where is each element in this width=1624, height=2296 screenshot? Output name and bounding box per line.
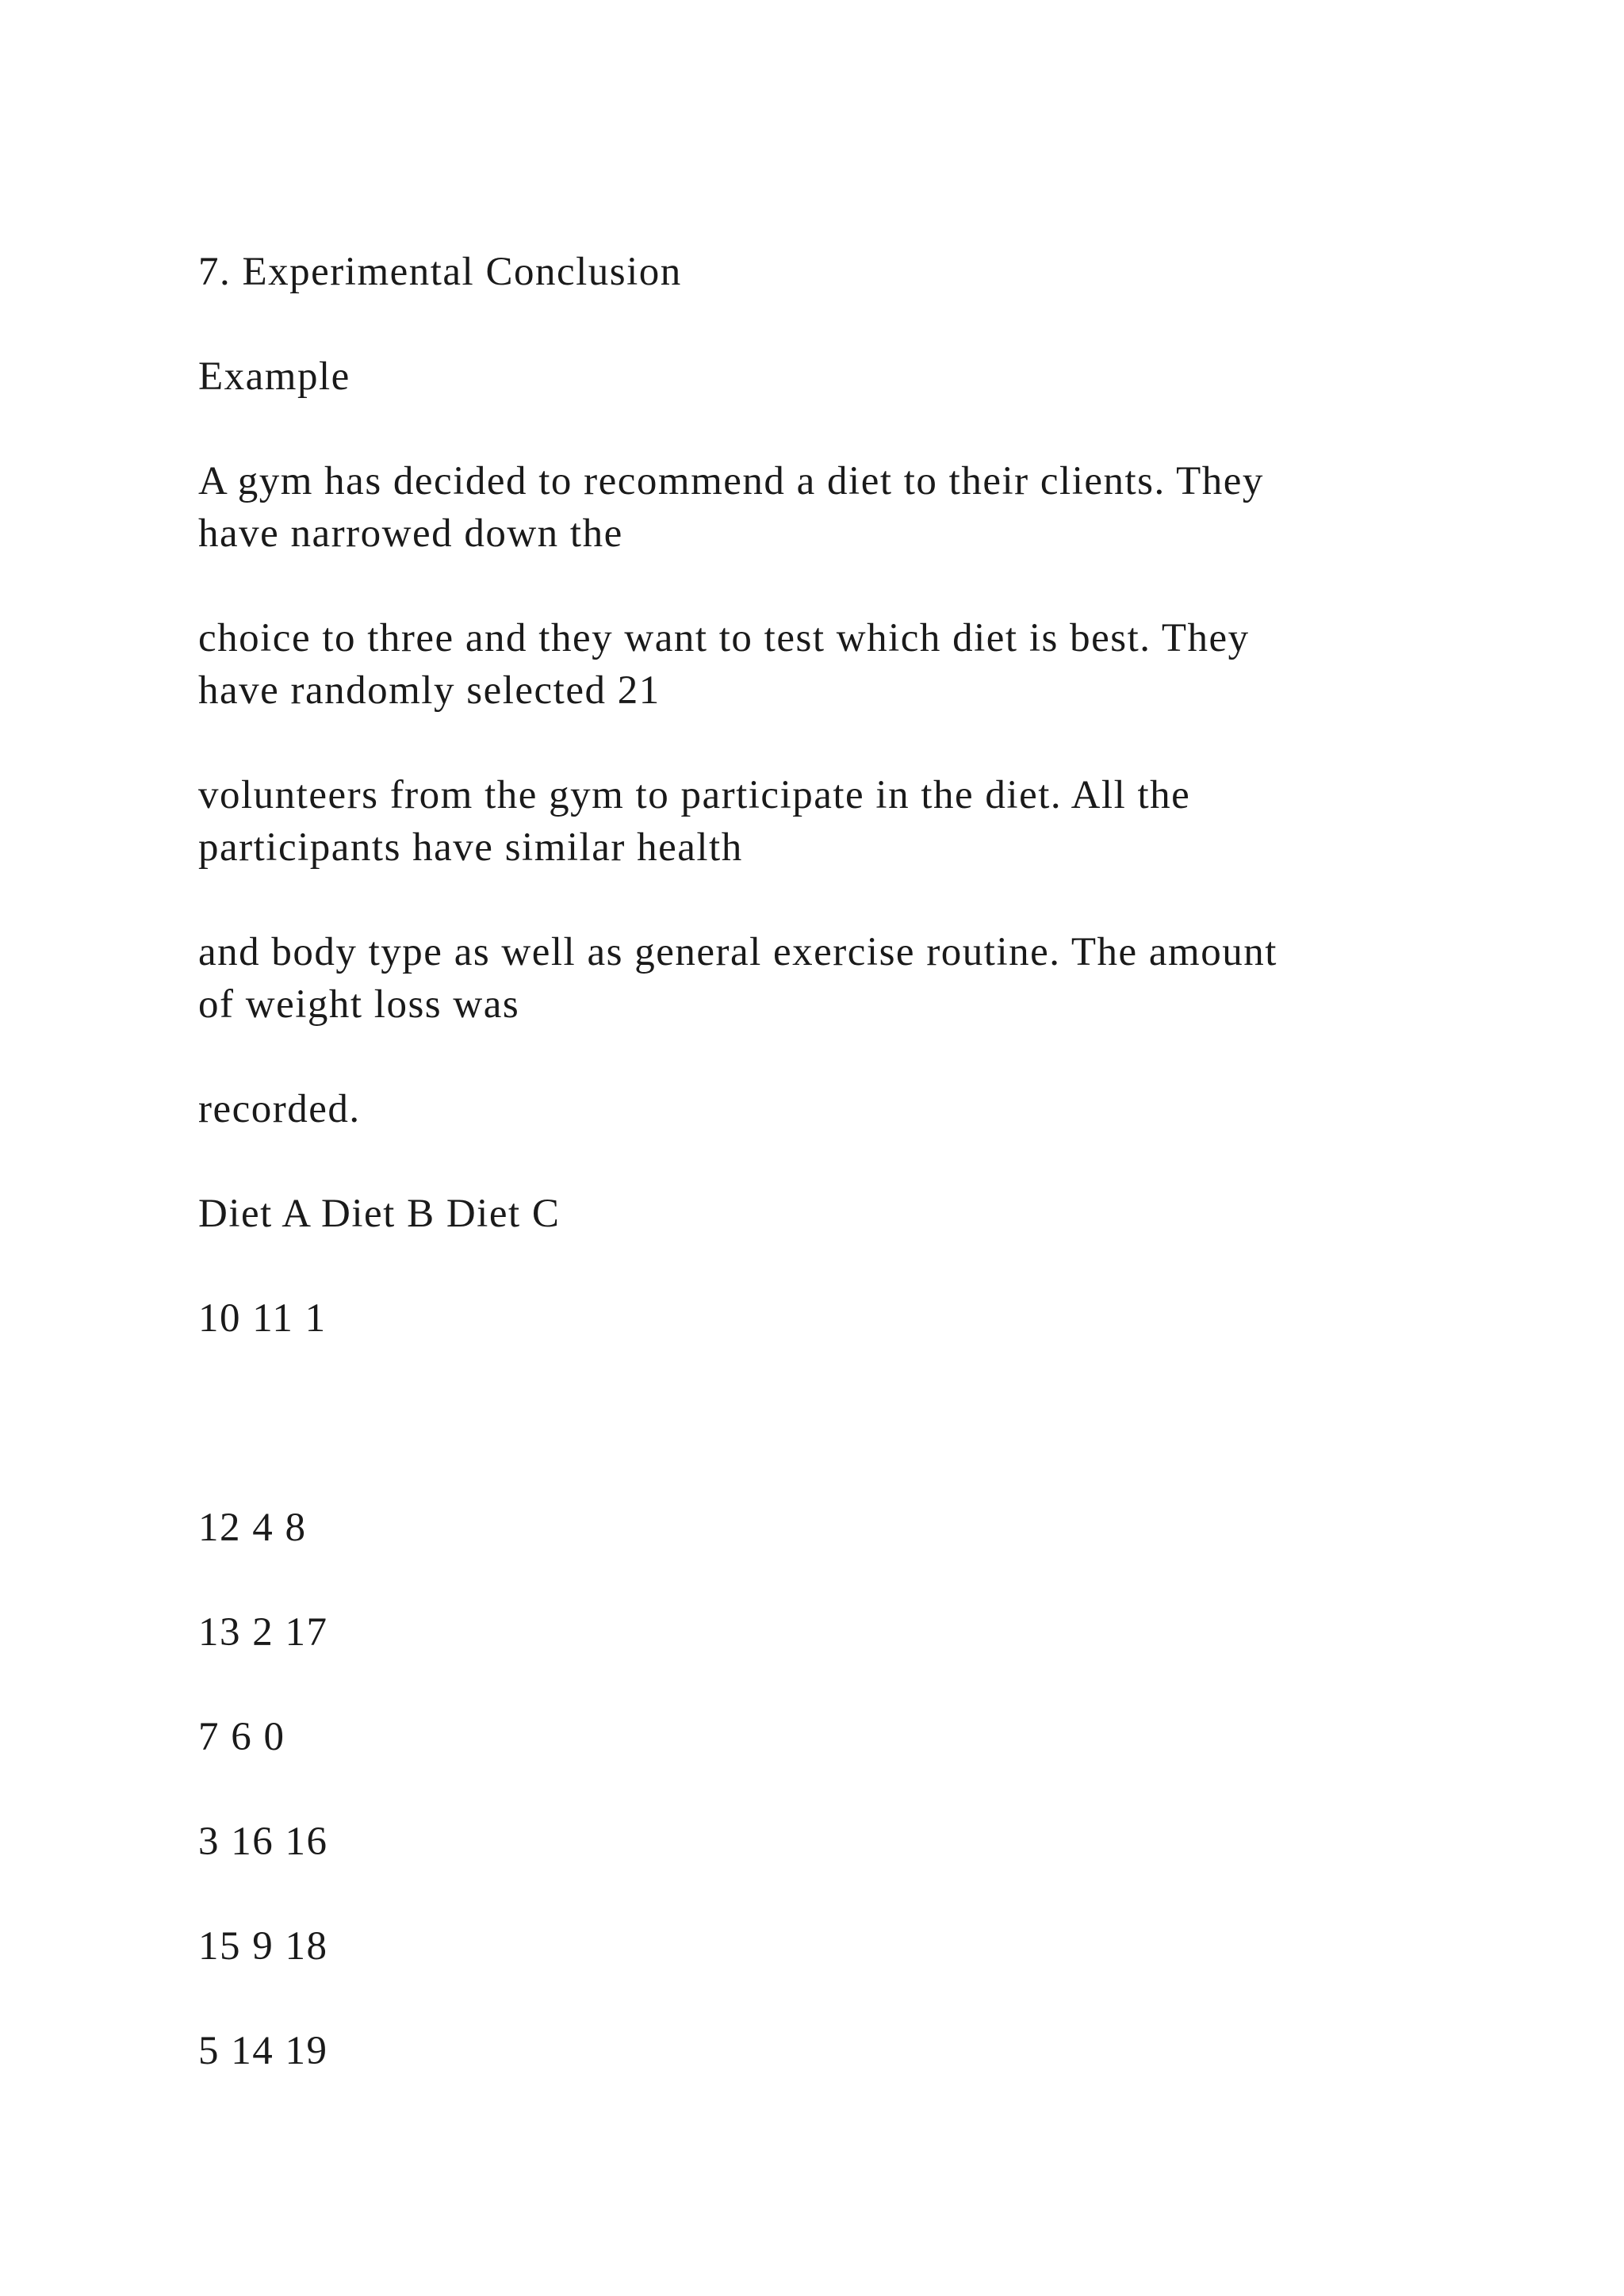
paragraph-4 xyxy=(198,926,1435,1031)
table-row xyxy=(198,1920,1435,1973)
paragraph-line: choice to three and they want to test which diet is best. They xyxy=(198,616,1250,660)
paragraph-3 xyxy=(198,769,1435,874)
paragraph-line: have narrowed down the xyxy=(198,511,623,556)
table-row xyxy=(198,1711,1435,1763)
paragraph-1 xyxy=(198,455,1435,560)
table-row-text: 3 16 16 xyxy=(198,1820,328,1864)
table-header-text: Diet A Diet B Diet C xyxy=(198,1192,561,1236)
paragraph-line: of weight loss was xyxy=(198,982,520,1027)
table-row xyxy=(198,1606,1435,1659)
paragraph-line: participants have similar health xyxy=(198,825,743,870)
table-row-text: 7 6 0 xyxy=(198,1715,285,1759)
table-row xyxy=(198,2025,1435,2077)
table-row-text: 5 14 19 xyxy=(198,2029,328,2073)
table-row xyxy=(198,1816,1435,1868)
blank-space xyxy=(198,1397,1435,1502)
paragraph-5 xyxy=(198,1083,1435,1135)
table-row-text: 10 11 1 xyxy=(198,1296,327,1341)
paragraph-line: A gym has decided to recommend a diet to their clients. They xyxy=(198,459,1264,503)
table-row-text: 12 4 8 xyxy=(198,1506,307,1550)
table-row-text: 13 2 17 xyxy=(198,1610,328,1655)
paragraph-line: and body type as well as general exercise routine. The amount xyxy=(198,930,1277,974)
paragraph-line: recorded. xyxy=(198,1087,361,1131)
document-content xyxy=(198,246,1435,2130)
table-header xyxy=(198,1188,1435,1240)
example-label xyxy=(198,350,1435,403)
section-heading-text: 7. Experimental Conclusion xyxy=(198,250,682,294)
table-row xyxy=(198,1502,1435,1554)
paragraph-line: volunteers from the gym to participate in the diet. All the xyxy=(198,773,1191,817)
paragraph-line: have randomly selected 21 xyxy=(198,668,661,713)
paragraph-2 xyxy=(198,612,1435,717)
table-row xyxy=(198,1292,1435,1345)
section-heading xyxy=(198,246,1435,298)
example-label-text: Example xyxy=(198,354,350,399)
table-row-text: 15 9 18 xyxy=(198,1924,328,1969)
